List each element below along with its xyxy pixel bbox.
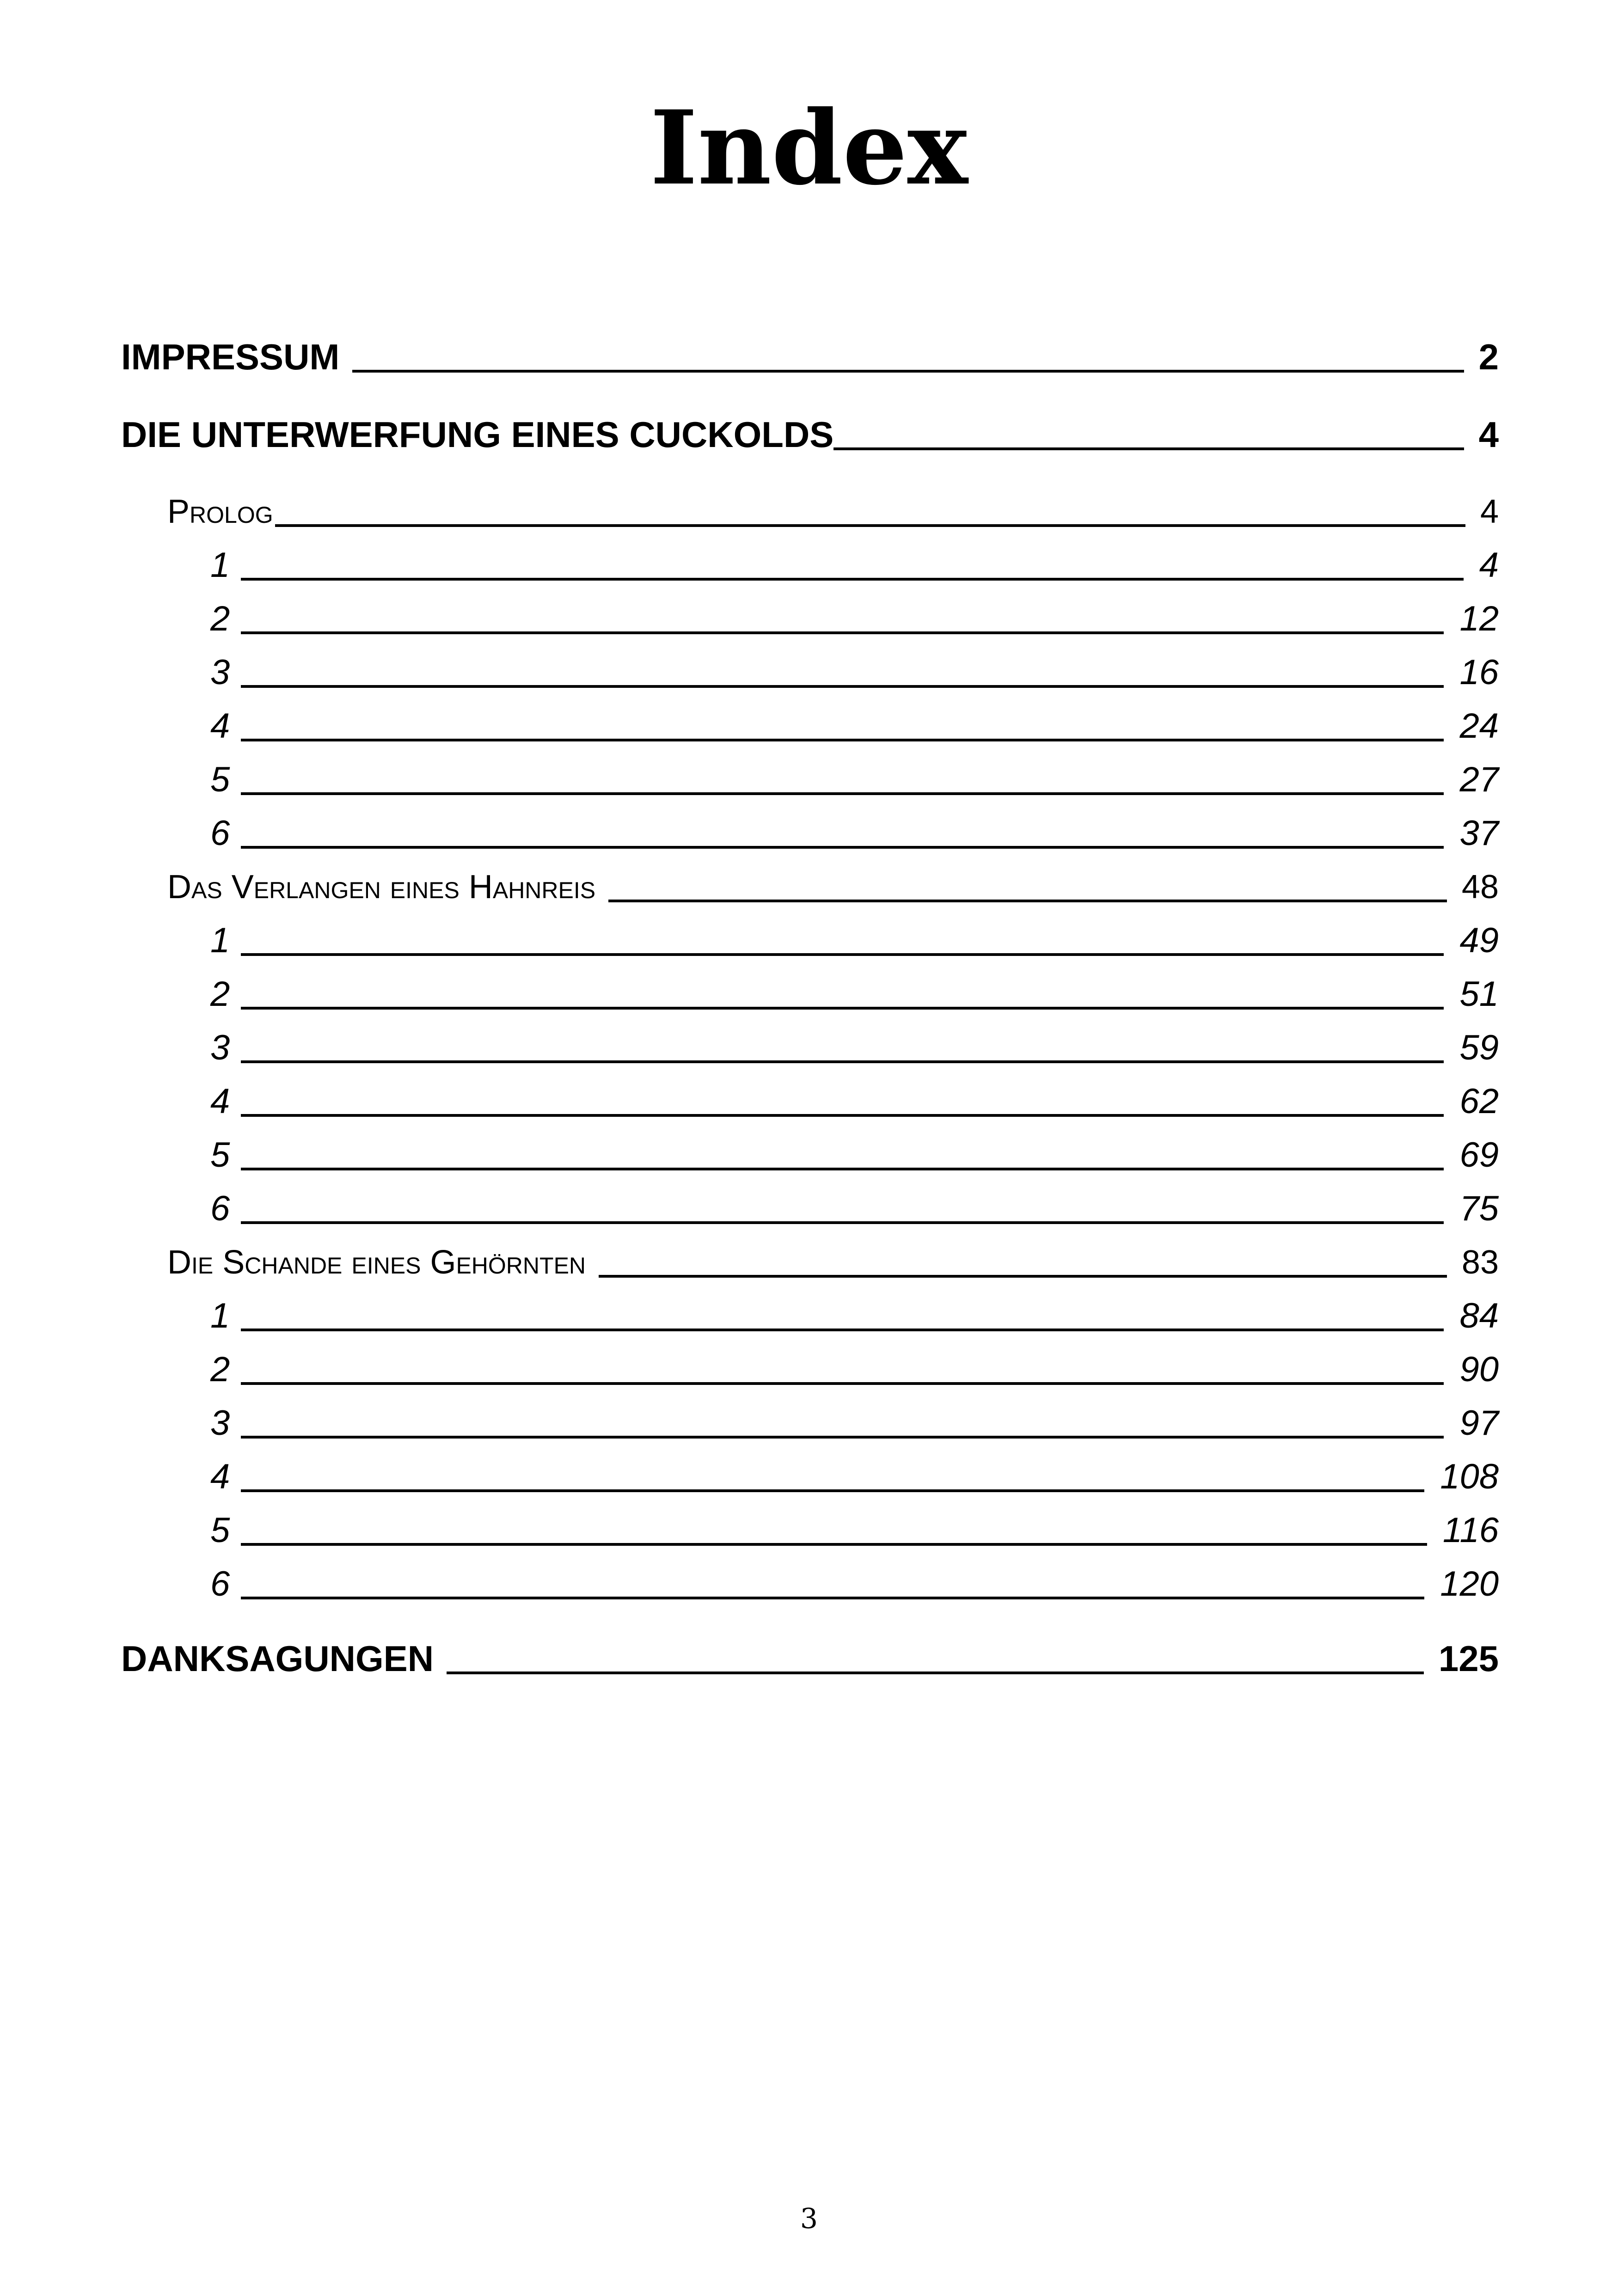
chapter-page: 16	[1459, 653, 1499, 692]
chapter-number: 5	[210, 1135, 230, 1175]
toc-chapter-entry[interactable]	[210, 969, 1499, 1020]
toc-chapter-entry[interactable]	[210, 1022, 1499, 1073]
leader-line	[608, 900, 1447, 902]
toc-chapter-entry[interactable]	[210, 540, 1499, 591]
toc-entry-page: 2	[1478, 337, 1499, 377]
chapter-number: 6	[210, 814, 230, 853]
leader-line	[275, 524, 1465, 527]
toc-chapter-entry[interactable]	[210, 594, 1499, 644]
toc-chapter-entry[interactable]	[210, 1344, 1499, 1395]
leader-line	[241, 953, 1444, 956]
chapter-page: 116	[1442, 1511, 1499, 1550]
toc-chapter-entry[interactable]	[210, 808, 1499, 859]
chapter-number: 3	[210, 653, 230, 692]
chapter-page: 97	[1459, 1403, 1499, 1443]
leader-line	[241, 739, 1444, 741]
chapter-page: 37	[1459, 814, 1499, 853]
leader-line	[241, 1382, 1444, 1385]
chapter-number: 5	[210, 760, 230, 799]
leader-line	[241, 1543, 1427, 1546]
chapter-number: 1	[210, 1296, 230, 1335]
toc-entry-label: IMPRESSUM	[121, 337, 340, 377]
toc-entry-page: 4	[1478, 414, 1499, 455]
chapter-number: 2	[210, 599, 230, 638]
chapter-page: 84	[1459, 1296, 1499, 1335]
chapter-page: 120	[1440, 1564, 1499, 1604]
toc-chapter-entry[interactable]	[210, 1291, 1499, 1341]
chapter-number: 4	[210, 706, 230, 746]
toc-entry-danksagungen[interactable]	[121, 1631, 1499, 1686]
toc-entry-impressum[interactable]	[121, 329, 1499, 385]
chapter-number: 2	[210, 1350, 230, 1389]
toc-chapter-entry[interactable]	[210, 915, 1499, 966]
chapter-number: 4	[210, 1457, 230, 1496]
leader-line	[834, 447, 1464, 450]
toc-entry-page: 83	[1461, 1244, 1499, 1281]
leader-line	[241, 685, 1444, 688]
toc-chapter-entry[interactable]	[210, 1076, 1499, 1127]
page-number: 3	[800, 2203, 818, 2235]
leader-line	[241, 792, 1444, 795]
toc-chapter-entry[interactable]	[210, 1505, 1499, 1556]
leader-line	[241, 1436, 1444, 1439]
leader-line	[241, 1168, 1444, 1170]
toc-entry-label: DIE UNTERWERFUNG EINES CUCKOLDS	[121, 414, 834, 455]
chapter-number: 3	[210, 1403, 230, 1443]
toc-entry-label: DANKSAGUNGEN	[121, 1638, 434, 1679]
page-title: Index	[650, 88, 968, 208]
toc-chapter-entry[interactable]	[210, 754, 1499, 805]
chapter-number: 3	[210, 1028, 230, 1067]
leader-line	[352, 370, 1464, 373]
chapter-page: 12	[1459, 599, 1499, 638]
chapter-number: 2	[210, 974, 230, 1014]
leader-line	[241, 631, 1444, 634]
chapter-number: 6	[210, 1189, 230, 1228]
toc-chapter-entry[interactable]	[210, 647, 1499, 698]
chapter-page: 90	[1459, 1350, 1499, 1389]
leader-line	[241, 1329, 1444, 1331]
leader-line	[241, 1597, 1424, 1599]
chapter-number: 4	[210, 1082, 230, 1121]
toc-chapter-entry[interactable]	[210, 1183, 1499, 1234]
chapter-number: 1	[210, 545, 230, 585]
leader-line	[241, 578, 1463, 581]
toc-chapter-entry[interactable]	[210, 1130, 1499, 1181]
toc-entry-das-verlangen[interactable]	[167, 862, 1499, 912]
chapter-page: 24	[1459, 706, 1499, 746]
toc-entry-page: 4	[1480, 493, 1499, 530]
chapter-page: 75	[1459, 1189, 1499, 1228]
leader-line	[241, 1221, 1444, 1224]
toc-entry-page: 125	[1438, 1638, 1499, 1679]
toc-entry-die-schande[interactable]	[167, 1237, 1499, 1288]
chapter-page: 108	[1440, 1457, 1499, 1496]
chapter-page: 27	[1459, 760, 1499, 799]
chapter-number: 1	[210, 921, 230, 960]
leader-line	[599, 1275, 1447, 1278]
leader-line	[241, 1060, 1444, 1063]
chapter-number: 6	[210, 1564, 230, 1604]
toc-chapter-entry[interactable]	[210, 701, 1499, 752]
chapter-page: 62	[1459, 1082, 1499, 1121]
toc-entry-label: Die Schande eines Gehörnten	[167, 1244, 586, 1281]
chapter-page: 4	[1479, 545, 1499, 585]
chapter-page: 49	[1459, 921, 1499, 960]
toc-entry-part-title[interactable]	[121, 407, 1499, 462]
toc-chapter-entry[interactable]	[210, 1398, 1499, 1449]
leader-line	[241, 1489, 1424, 1492]
chapter-page: 69	[1459, 1135, 1499, 1175]
toc-entry-prolog[interactable]	[167, 486, 1499, 537]
toc-entry-page: 48	[1461, 869, 1499, 906]
leader-line	[241, 1007, 1444, 1010]
chapter-page: 51	[1459, 974, 1499, 1014]
toc-chapter-entry[interactable]	[210, 1451, 1499, 1502]
chapter-page: 59	[1459, 1028, 1499, 1067]
leader-line	[447, 1671, 1424, 1674]
toc-entry-label: Prolog	[167, 493, 273, 530]
leader-line	[241, 846, 1444, 849]
toc-chapter-entry[interactable]	[210, 1559, 1499, 1610]
chapter-number: 5	[210, 1511, 230, 1550]
toc-entry-label: Das Verlangen eines Hahnreis	[167, 869, 596, 906]
leader-line	[241, 1114, 1444, 1117]
